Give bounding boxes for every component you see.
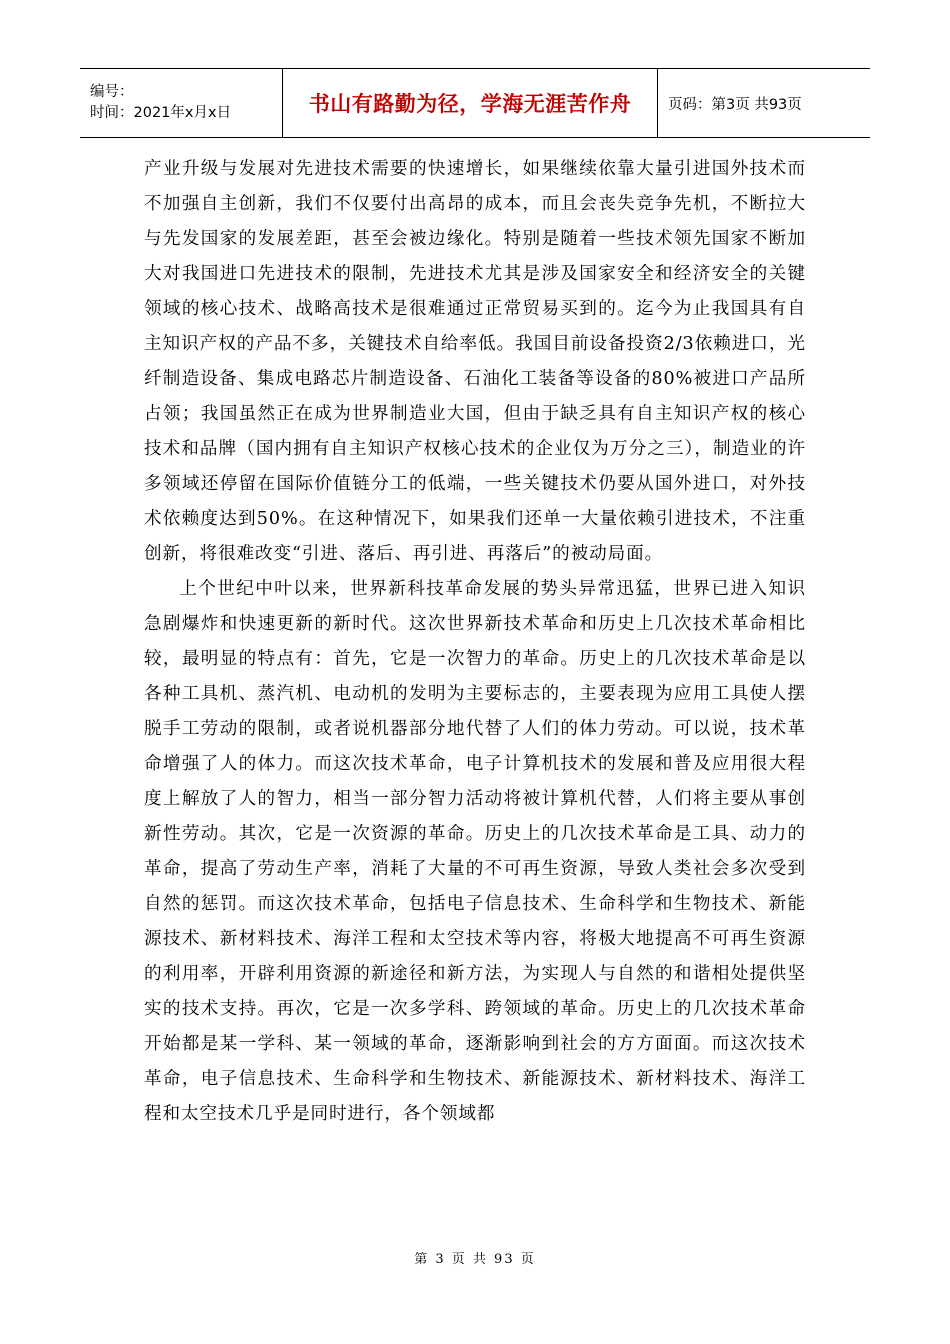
header-motto: 书山有路勤为径，学海无涯苦作舟 [308,92,632,116]
header-meta [80,69,283,137]
header-page-info: 页码：第3页 共93页 [668,96,802,113]
paragraph-tech-revolution: 上个世纪中叶以来，世界新科技革命发展的势头异常迅猛，世界已进入知识急剧爆炸和快速更新的新时代。这次世界新技术革命和历史上几次技术革命相比较，最明显的特点有：首先，它是一次智力的革命。历史上的几次技术革命是以各种工具机、蒸汽机、电动机的发明为主要标志的，主要表现为应用工具使人摆脱手工劳动的限制，或者说机器部分地代替了人们的体力劳动。可以说，技术革命增强了人的体力。而这次技术革命，电子计算机技术的发展和普及应用很大程度上解放了人的智力，相当一部分智力活动将被计算机代替，人们将主要从事创新性劳动。其次，它是一次资源的革命。历史上的几次技术革命是工具、动力的革命，提高了劳动生产率，消耗了大量的不可再生资源，导致人类社会多次受到自然的惩罚。而这次技术革命，包括电子信息技术、生命科学和生物技术、新能源技术、新材料技术、海洋工程和太空技术等内容，将极大地提高不可再生资源的利用率，开辟利用资源的新途径和新方法，为实现人与自然的和谐相处提供坚实的技术支持。再次，它是一次多学科、跨领域的革命。历史上的几次技术革命开始都是某一学科、某一领域的革命，逐渐影响到社会的方方面面。而这次技术革命，电子信息技术、生命科学和生物技术、新能源技术、新材料技术、海洋工程和太空技术几乎是同时进行，各个领域都 [144,579,806,1124]
document-number-label: 编号： [90,84,134,100]
paragraph-continued: 产业升级与发展对先进技术需要的快速增长，如果继续依靠大量引进国外技术而不加强自主创新，我们不仅要付出高昂的成本，而且会丧失竞争先机，不断拉大与先发国家的发展差距，甚至会被边缘化。特别是随着一些技术领先国家不断加大对我国进口先进技术的限制，先进技术尤其是涉及国家安全和经济安全的关键领域的核心技术、战略高技术是很难通过正常贸易买到的。迄今为止我国具有自主知识产权的产品不多，关键技术自给率低。我国目前设备投资2/3依赖进口，光纤制造设备、集成电路芯片制造设备、石油化工装备等设备的80%被进口产品所占领；我国虽然正在成为世界制造业大国，但由于缺乏具有自主知识产权的核心技术和品牌（国内拥有自主知识产权核心技术的企业仅为万分之三），制造业的许多领域还停留在国际价值链分工的低端，一些关键技术仍要从国外进口，对外技术依赖度达到50%。在这种情况下，如果我们还单一大量依赖引进技术，不注重创新，将很难改变“引进、落后、再引进、再落后”的被动局面。 [144,159,806,564]
header-page-cell [658,69,870,137]
document-body [144,152,806,1132]
header-motto-cell [283,69,658,137]
page-footer: 第 3 页 共 93 页 [414,1252,536,1267]
document-date: 时间：2021年x月x日 [90,105,232,121]
page-header [80,68,870,138]
